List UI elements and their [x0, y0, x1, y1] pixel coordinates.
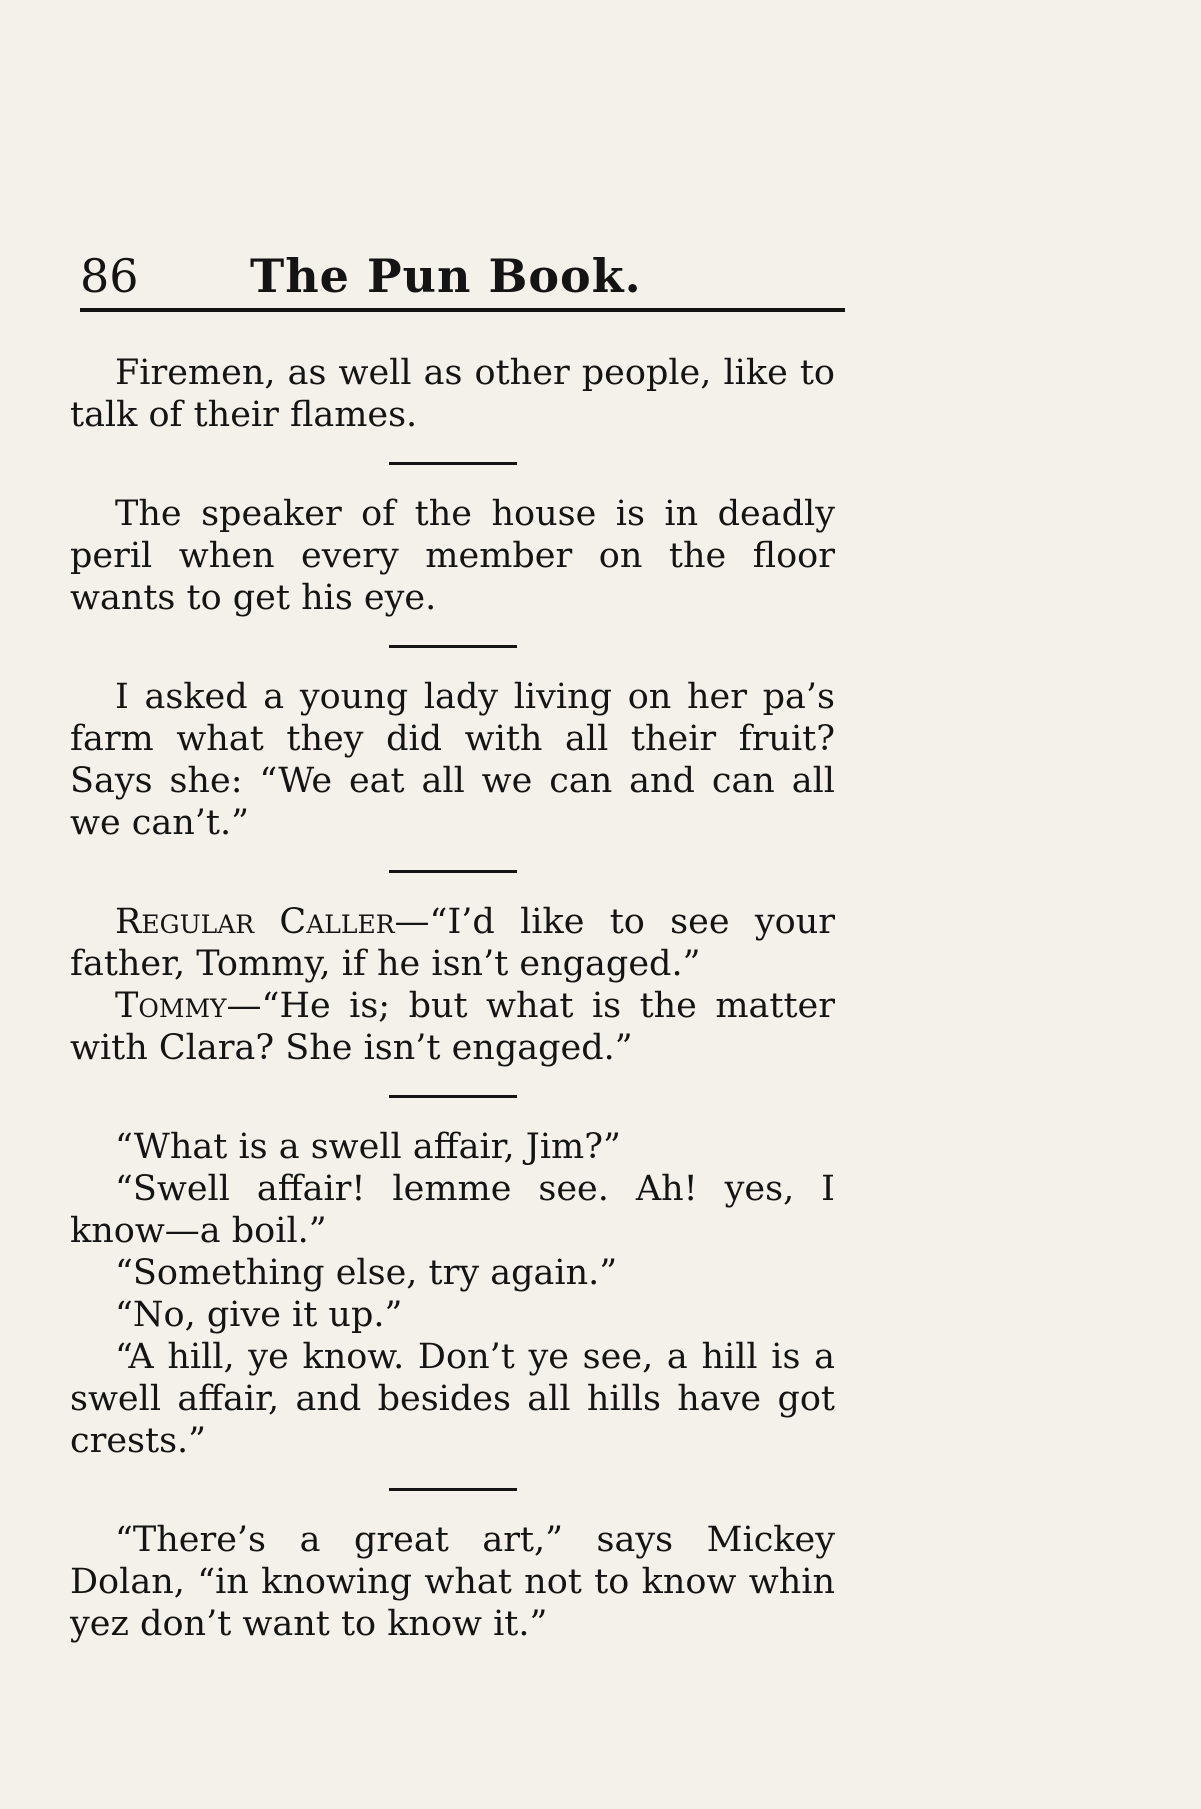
page-content — [70, 352, 835, 1645]
joke-paragraph: Firemen, as well as other people, like to talk of their flames. — [70, 353, 835, 435]
dialogue-line: Regular Caller—“I’d like to see your father, Tommy, if he isn’t engaged.” — [70, 902, 835, 984]
joke-paragraph: The speaker of the house is in deadly peril when every member on the floor wants to get his eye. — [70, 494, 835, 618]
dialogue-line: “What is a swell affair, Jim?” — [115, 1127, 621, 1167]
header-rule — [80, 308, 845, 312]
page-number: 86 — [80, 249, 139, 303]
book-title: The Pun Book. — [250, 249, 642, 303]
page-header — [80, 246, 845, 306]
section-divider — [389, 1488, 517, 1491]
dialogue-line: Tommy—“He is; but what is the matter with Clara? She isn’t engaged.” — [70, 986, 835, 1068]
joke-paragraph: “There’s a great art,” says Mickey Dolan, “in knowing what not to know whin yez don’t want to know it.” — [70, 1520, 835, 1644]
section-divider — [389, 1095, 517, 1098]
speaker-name: Tommy — [115, 986, 227, 1026]
speaker-name: Regular Caller — [115, 902, 395, 942]
joke-entry — [70, 352, 835, 436]
dialogue-entry — [70, 1126, 835, 1462]
joke-paragraph: I asked a young lady living on her pa’s farm what they did with all their fruit? Says she: “We eat all we can and can all we can’t.” — [70, 677, 835, 843]
dialogue-line: “A hill, ye know. Don’t ye see, a hill is a swell affair, and besides all hills have got crests.” — [70, 1337, 835, 1461]
joke-entry — [70, 493, 835, 619]
section-divider — [389, 870, 517, 873]
joke-entry — [70, 1519, 835, 1645]
dialogue-line: “Swell affair! lemme see. Ah! yes, I know—a boil.” — [70, 1169, 835, 1251]
dialogue-line: “Something else, try again.” — [115, 1253, 618, 1293]
dialogue-entry — [70, 901, 835, 1069]
dialogue-line: “No, give it up.” — [115, 1295, 403, 1335]
book-page — [60, 0, 840, 1809]
joke-entry — [70, 676, 835, 844]
section-divider — [389, 645, 517, 648]
section-divider — [389, 462, 517, 465]
